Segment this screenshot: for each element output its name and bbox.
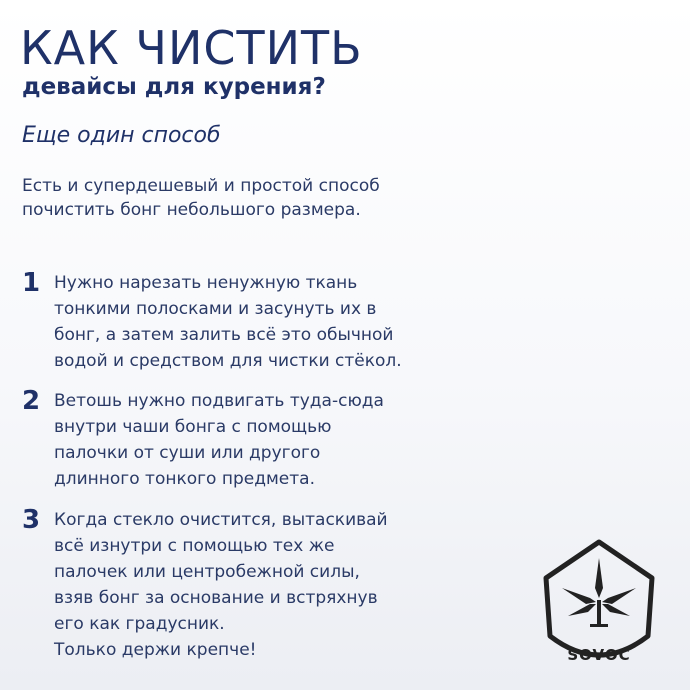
page-subtitle: девайсы для курения?: [22, 74, 326, 100]
step-number: 3: [22, 505, 41, 535]
step-text: Ветошь нужно подвигать туда-сюда внутри чаши бонга с помощью палочки от суши или другого длинного тонкого предмета.: [54, 391, 384, 489]
intro-text: Есть и супердешевый и простой способ почистить бонг небольшого размера.: [22, 176, 380, 220]
section-title: Еще один способ: [22, 123, 221, 148]
page-title: КАК ЧИСТИТЬ: [20, 21, 363, 75]
step-number: 1: [22, 268, 41, 298]
logo-text: SOVOC: [567, 646, 631, 664]
step-text: Нужно нарезать ненужную ткань тонкими полосками и засунуть их в бонг, а затем залить всё это обычной водой и средством для чистки стёкол.: [54, 273, 402, 371]
step-number: 2: [22, 386, 41, 416]
step-text: Когда стекло очистится, вытаскивай всё изнутри с помощью тех же палочек или центробежной силы, взяв бонг за основание и встряхнув его как градусник. Только держи крепче!: [54, 510, 388, 660]
